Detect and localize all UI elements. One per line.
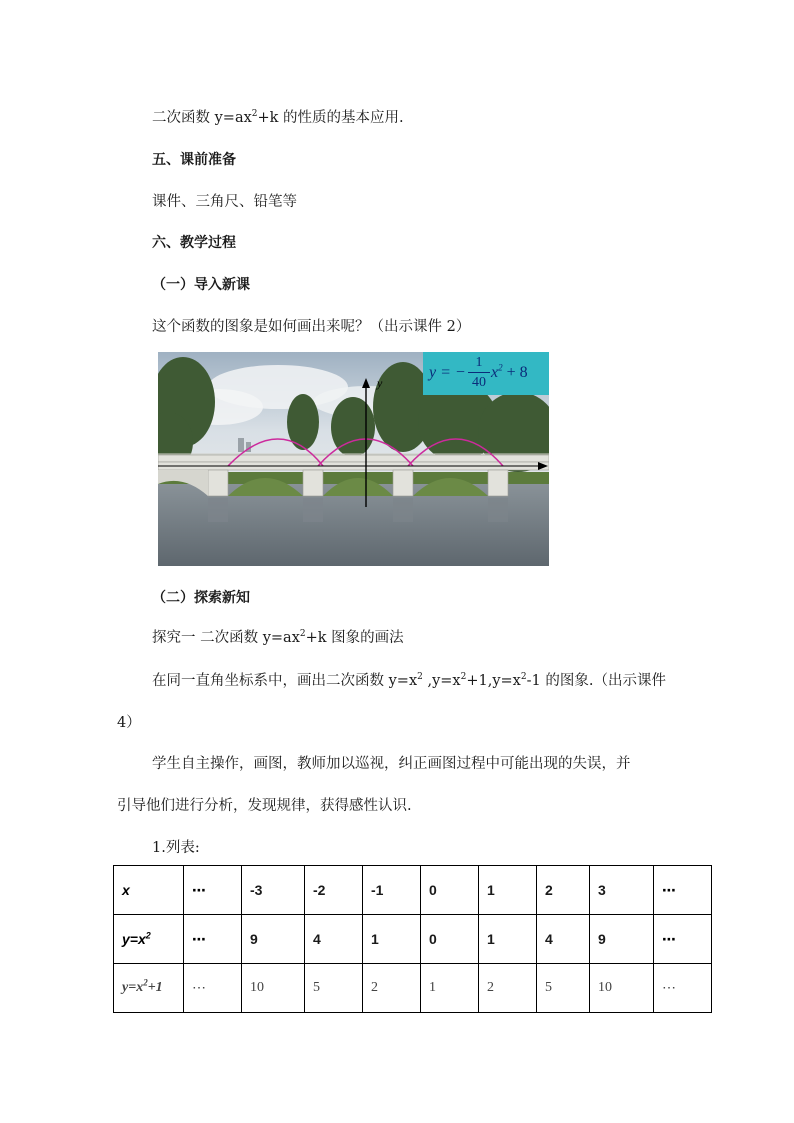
table-cell: 10 xyxy=(242,964,305,1013)
bridge-photo xyxy=(158,352,549,566)
heading-preparation: 五、课前准备 xyxy=(152,152,236,168)
formula-rhs: $x^2 + 8$ xyxy=(491,362,528,381)
paragraph-student-activity-cont: 引导他们进行分析，发现规律，获得感性认识. xyxy=(117,798,412,814)
table-cell: 1 xyxy=(363,915,421,964)
table-cell: 2 xyxy=(363,964,421,1013)
table-row xyxy=(114,866,712,915)
paragraph-materials: 课件、三角尺、铅笔等 xyxy=(152,194,297,210)
formula-denominator: 40 xyxy=(472,375,486,390)
table-cell: ⋯ xyxy=(654,866,712,915)
table-cell: -2 xyxy=(305,866,363,915)
paragraph-explore-one: 探究一 二次函数 $y=ax^2+k$ 图象的画法 xyxy=(152,629,404,646)
heading-teaching-process: 六、教学过程 xyxy=(152,235,236,251)
paragraph-question: 这个函数的图象是如何画出来呢？（出示课件 2） xyxy=(152,319,471,335)
table-cell: 10 xyxy=(590,964,654,1013)
table-cell: 0 xyxy=(421,915,479,964)
table-cell: 4 xyxy=(305,915,363,964)
table-cell: 2 xyxy=(537,866,590,915)
formula-fraction xyxy=(468,354,490,392)
table-cell: 1 xyxy=(421,964,479,1013)
paragraph-task-cont: 4） xyxy=(117,715,141,731)
paragraph-student-activity: 学生自主操作，画图，教师加以巡视，纠正画图过程中可能出现的失误，并 xyxy=(152,756,631,772)
table-row xyxy=(114,964,712,1013)
table-cell: 2 xyxy=(479,964,537,1013)
table-row-header: x xyxy=(114,866,184,915)
paragraph-property-application: 二次函数 $y=ax^2+k$ 的性质的基本应用. xyxy=(152,109,404,126)
table-cell: 5 xyxy=(305,964,363,1013)
table-cell: ⋯ xyxy=(654,915,712,964)
table-row-header: $y=x^2+1$ xyxy=(114,964,184,1013)
table-cell: 9 xyxy=(590,915,654,964)
paragraph-list-table: 1.列表: xyxy=(152,840,200,856)
table-cell: 3 xyxy=(590,866,654,915)
paragraph-task: 在同一直角坐标系中，画出二次函数 $y=x^2$ $,y=x^2+1,y=x^2-1$ 的图象.（出示课件 xyxy=(152,672,666,689)
values-table xyxy=(113,865,712,1013)
formula-lhs: y = − xyxy=(429,364,466,381)
table-cell: 9 xyxy=(242,915,305,964)
table-cell: ⋯ xyxy=(654,964,712,1013)
table-cell: ⋯ xyxy=(184,915,242,964)
table-cell: -3 xyxy=(242,866,305,915)
table-row xyxy=(114,915,712,964)
table-cell: 1 xyxy=(479,915,537,964)
table-row-header: $y=x^2$ xyxy=(114,915,184,964)
table-cell: 1 xyxy=(479,866,537,915)
table-cell: 4 xyxy=(537,915,590,964)
table-cell: ⋯ xyxy=(184,866,242,915)
table-cell: -1 xyxy=(363,866,421,915)
table-cell: 0 xyxy=(421,866,479,915)
formula-numerator: 1 xyxy=(468,354,490,373)
table-cell: ⋯ xyxy=(184,964,242,1013)
formula-box xyxy=(423,352,549,395)
table-cell: 5 xyxy=(537,964,590,1013)
heading-introduction: （一）导入新课 xyxy=(152,277,250,293)
heading-explore: （二）探索新知 xyxy=(152,590,250,606)
y-axis-label: y xyxy=(377,376,383,390)
